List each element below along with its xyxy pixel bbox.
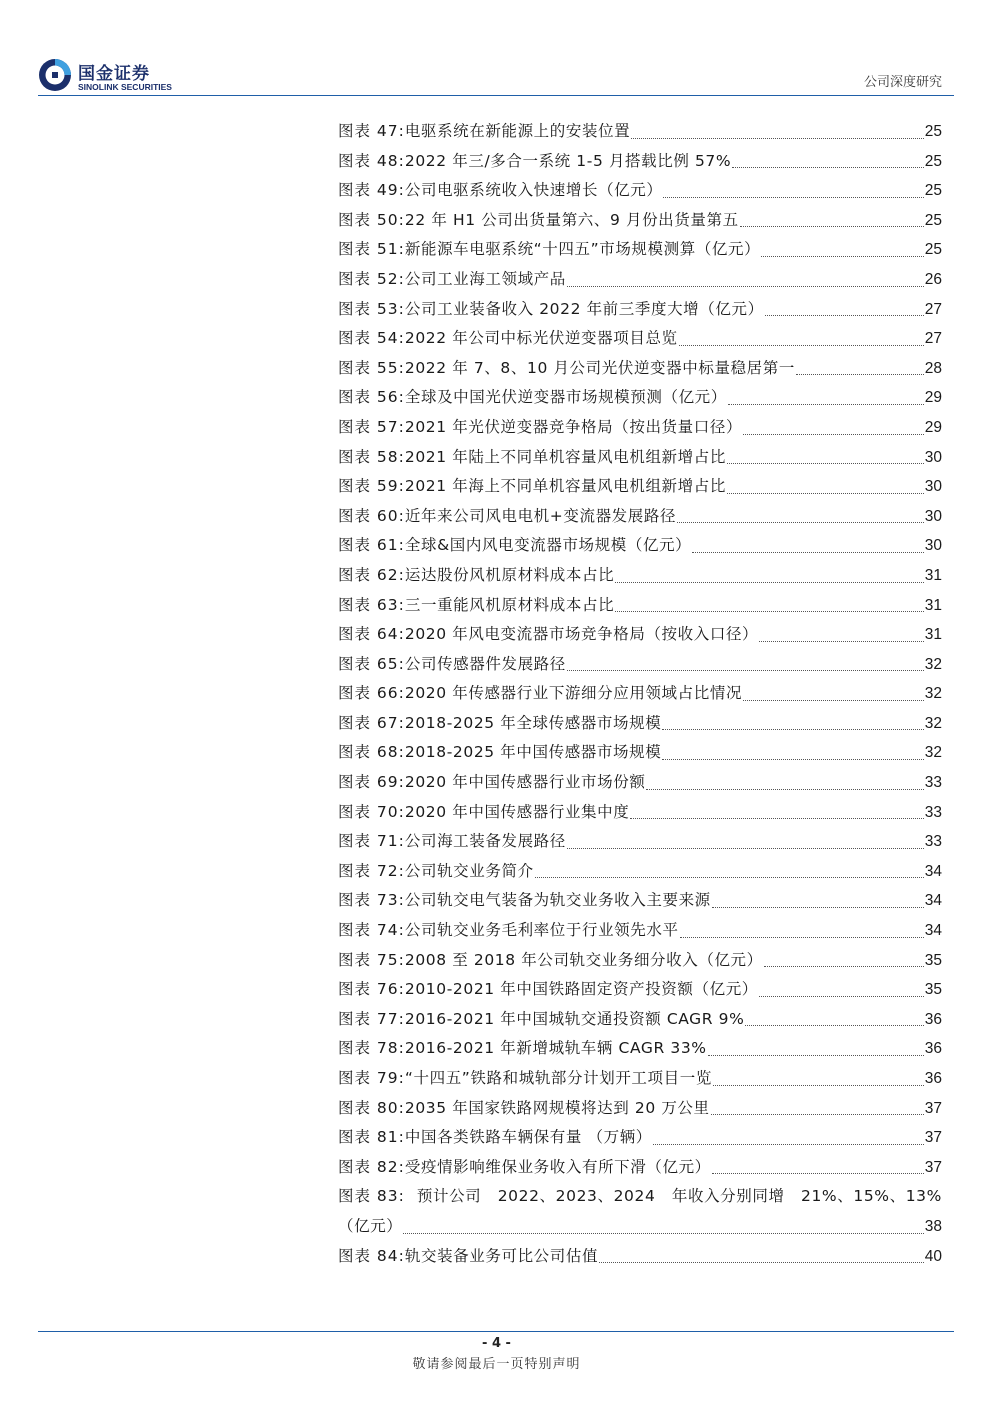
toc-entry[interactable]: [338, 295, 942, 325]
toc-entry-label: 图表 49:: [338, 181, 405, 200]
toc-entry-page: 28: [924, 359, 942, 377]
toc-entry-label: 图表 66:: [338, 684, 405, 703]
toc-entry[interactable]: [338, 176, 942, 206]
toc-leader-dots: [599, 1244, 924, 1263]
toc-entry-title: 2022 年公司中标光伏逆变器项目总览: [404, 329, 678, 348]
toc-leader-dots: [712, 1155, 924, 1174]
toc-entry-label: 图表 76:: [338, 980, 405, 999]
toc-leader-dots: [662, 741, 923, 760]
toc-leader-dots: [663, 179, 923, 198]
toc-entry-label: 图表 55:: [338, 358, 405, 377]
toc-entry-label: 图表 67:: [338, 713, 405, 732]
toc-entry-title: 运达股份风机原材料成本占比: [404, 565, 615, 584]
toc-entry-title-part: 2022、2023、2024: [497, 1187, 656, 1206]
toc-entry-title: 22 年 H1 公司出货量第六、9 月份出货量第五: [404, 210, 739, 229]
toc-entry-page: 38: [924, 1217, 942, 1235]
toc-entry-title: 2020 年风电变流器市场竞争格局（按收入口径）: [404, 625, 759, 644]
toc-entry-label: 图表 78:: [338, 1039, 405, 1058]
toc-entry-page: 32: [924, 744, 942, 762]
toc-entry-page: 30: [924, 478, 942, 496]
toc-entry-title: 新能源车电驱系统“十四五”市场规模测算（亿元）: [404, 240, 761, 259]
toc-entry[interactable]: [338, 768, 942, 798]
toc-entry-title: 公司工业海工领域产品: [404, 269, 566, 288]
toc-entry-label: 图表 69:: [338, 773, 405, 792]
toc-leader-dots: [727, 445, 924, 464]
toc-entry[interactable]: [338, 857, 942, 887]
toc-entry-page: 36: [924, 1040, 942, 1058]
toc-leader-dots: [728, 386, 924, 405]
toc-entry-title: 2020 年中国传感器行业市场份额: [404, 773, 646, 792]
toc-entry-title: 2035 年国家铁路网规模将达到 20 万公里: [404, 1098, 710, 1117]
toc-entry[interactable]: [338, 916, 942, 946]
toc-entry-label: 图表 68:: [338, 743, 405, 762]
toc-entry-page: 25: [924, 241, 942, 259]
toc-entry[interactable]: [338, 265, 942, 295]
toc-entry-page: 35: [924, 951, 942, 969]
toc-entry[interactable]: [338, 709, 942, 739]
toc-leader-dots: [615, 564, 924, 583]
toc-entry-title: 公司传感器件发展路径: [404, 654, 566, 673]
toc-entry-page: 34: [924, 892, 942, 910]
toc-entry-page: 27: [924, 330, 942, 348]
toc-entry-label: 图表 81:: [338, 1128, 405, 1147]
logo-english-text: SINOLINK SECURITIES: [78, 82, 172, 92]
page-number: - 4 -: [482, 1336, 511, 1351]
toc-entry-page: 34: [924, 862, 942, 880]
toc-entry-page: 31: [924, 566, 942, 584]
toc-entry-label: 图表 82:: [338, 1157, 405, 1176]
toc-leader-dots: [692, 534, 923, 553]
footer-divider: [38, 1331, 954, 1332]
toc-entry[interactable]: [338, 1242, 942, 1272]
toc-entry[interactable]: [338, 1153, 942, 1183]
toc-entry[interactable]: [338, 827, 942, 857]
toc-entry-label: 图表 62:: [338, 565, 405, 584]
toc-entry-title: 公司轨交电气装备为轨交业务收入主要来源: [404, 891, 711, 910]
toc-entry[interactable]: [338, 1005, 942, 1035]
toc-entry-continuation[interactable]: [338, 1212, 942, 1242]
toc-entry-label: 图表 79:: [338, 1069, 405, 1087]
toc-entry-page: 25: [924, 211, 942, 229]
report-type: 公司深度研究: [863, 75, 942, 90]
toc-entry[interactable]: [338, 1064, 942, 1094]
toc-entry-page: 36: [924, 1070, 942, 1087]
toc-entry-title: 电驱系统在新能源上的安装位置: [404, 122, 631, 140]
toc-entry-title: 全球&国内风电变流器市场规模（亿元）: [404, 536, 692, 555]
toc-entry-title: 公司电驱系统收入快速增长（亿元）: [404, 181, 663, 200]
toc-leader-dots: [567, 268, 924, 287]
toc-entry-title: 全球及中国光伏逆变器市场规模预测（亿元）: [404, 388, 727, 407]
toc-leader-dots: [740, 208, 924, 227]
toc-entry[interactable]: [338, 946, 942, 976]
toc-leader-dots: [567, 830, 924, 849]
toc-entry-label: 图表 60:: [338, 506, 405, 525]
toc-entry-page: 36: [924, 1010, 942, 1028]
toc-leader-dots: [713, 1067, 924, 1086]
toc-entry[interactable]: [338, 886, 942, 916]
toc-entry[interactable]: [338, 502, 942, 532]
toc-entry-title: 公司海工装备发展路径: [404, 832, 566, 851]
toc-leader-dots: [761, 238, 924, 257]
toc-leader-dots: [679, 327, 924, 346]
toc-entry[interactable]: [338, 354, 942, 384]
toc-entry-title: 中国各类铁路车辆保有量 （万辆）: [404, 1128, 652, 1147]
toc-leader-dots: [711, 1096, 924, 1115]
toc-leader-dots: [535, 859, 924, 878]
toc-entry-page: 25: [924, 123, 942, 140]
toc-entry-label: 图表 73:: [338, 891, 405, 910]
toc-entry-title: 2018-2025 年全球传感器市场规模: [404, 713, 662, 732]
toc-entry-label: 图表 54:: [338, 329, 405, 348]
toc-entry-page: 31: [924, 596, 942, 614]
toc-entry-page: 31: [924, 626, 942, 644]
toc-entry-label: 图表 47:: [338, 122, 405, 140]
toc-entry-title: 2010-2021 年中国铁路固定资产投资额（亿元）: [404, 980, 758, 999]
toc-entry-label: 图表 72:: [338, 861, 405, 880]
toc-entry[interactable]: [338, 206, 942, 236]
toc-entry-title: 2021 年陆上不同单机容量风电机组新增占比: [404, 447, 726, 466]
toc-entry-page: 33: [924, 774, 942, 792]
toc-leader-dots: [403, 1215, 923, 1234]
toc-entry[interactable]: [338, 1123, 942, 1153]
toc-entry-page: 33: [924, 833, 942, 851]
toc-entry-title: 2020 年传感器行业下游细分应用领域占比情况: [404, 684, 743, 703]
toc-entry-title: 受疫情影响维保业务收入有所下滑（亿元）: [404, 1157, 711, 1176]
toc-leader-dots: [653, 1126, 924, 1145]
toc-entry-label: 图表 64:: [338, 625, 405, 644]
toc-entry-label: 图表 63:: [338, 595, 405, 614]
toc-entry-page: 33: [924, 803, 942, 821]
toc-entry-label: 图表 61:: [338, 536, 405, 555]
toc-entry-label: 图表 52:: [338, 269, 405, 288]
toc-entry-title: 2016-2021 年中国城轨交通投资额 CAGR 9%: [404, 1009, 745, 1028]
toc-entry-title: 2020 年中国传感器行业集中度: [404, 802, 630, 821]
toc-entry[interactable]: [338, 975, 942, 1005]
toc-entry[interactable]: [338, 650, 942, 680]
toc-entry[interactable]: [338, 383, 942, 413]
toc-entry-label: 图表 56:: [338, 388, 405, 407]
toc-entry-label: 图表 57:: [338, 417, 405, 436]
toc-entry-label: 图表 65:: [338, 654, 405, 673]
toc-entry-label: 图表 71:: [338, 832, 405, 851]
toc-leader-dots: [745, 1007, 923, 1026]
toc-entry-label: 图表 80:: [338, 1098, 405, 1117]
toc-entry-title: 三一重能风机原材料成本占比: [404, 595, 615, 614]
figure-index-list: [338, 117, 942, 1271]
toc-entry-page: 26: [924, 270, 942, 288]
toc-entry-page: 32: [924, 685, 942, 703]
toc-entry-label: 图表 84:: [338, 1246, 405, 1265]
toc-entry-title: 2022 年三/多合一系统 1-5 月搭载比例 57%: [404, 151, 732, 170]
toc-entry-page: 37: [924, 1158, 942, 1176]
toc-leader-dots: [743, 416, 924, 435]
toc-leader-dots: [631, 120, 923, 139]
toc-entry-page: 32: [924, 714, 942, 732]
toc-entry[interactable]: [338, 1182, 942, 1212]
toc-entry-label: 图表 58:: [338, 447, 405, 466]
toc-entry-page: 30: [924, 507, 942, 525]
toc-leader-dots: [732, 149, 924, 168]
disclaimer-text: 敬请参阅最后一页特别声明: [412, 1357, 581, 1372]
toc-leader-dots: [615, 593, 924, 612]
toc-entry-page: 34: [924, 922, 942, 940]
toc-leader-dots: [743, 682, 924, 701]
toc-entry[interactable]: [338, 117, 942, 147]
toc-leader-dots: [567, 652, 924, 671]
toc-entry-title: 2016-2021 年新增城轨车辆 CAGR 33%: [404, 1039, 707, 1058]
toc-entry-label: 图表 77:: [338, 1009, 405, 1028]
sinolink-logo-icon: [38, 58, 72, 92]
toc-entry-title: 2021 年光伏逆变器竞争格局（按出货量口径）: [404, 417, 743, 436]
header-divider: [38, 95, 954, 96]
toc-entry-label: 图表 53:: [338, 299, 405, 318]
toc-entry-title: 轨交装备业务可比公司估值: [404, 1246, 599, 1265]
toc-leader-dots: [646, 771, 923, 790]
toc-entry[interactable]: [338, 1034, 942, 1064]
toc-entry[interactable]: [338, 324, 942, 354]
toc-entry-title: [417, 1182, 942, 1212]
toc-entry[interactable]: [338, 679, 942, 709]
toc-entry-page: 27: [924, 300, 942, 318]
toc-leader-dots: [662, 711, 923, 730]
toc-entry-page: 37: [924, 1099, 942, 1117]
toc-leader-dots: [759, 623, 924, 642]
toc-entry-title: 2021 年海上不同单机容量风电机组新增占比: [404, 477, 726, 496]
toc-leader-dots: [680, 919, 924, 938]
toc-entry[interactable]: [338, 620, 942, 650]
toc-entry-title-part: 预计公司: [416, 1187, 482, 1206]
toc-entry-page: 32: [924, 655, 942, 673]
toc-entry[interactable]: [338, 591, 942, 621]
logo-chinese-text: 国金证券: [78, 64, 150, 84]
toc-entry-page: 37: [924, 1129, 942, 1147]
toc-entry-label: 图表 59:: [338, 477, 405, 496]
toc-entry-label: 图表 83:: [338, 1187, 405, 1206]
toc-entry-page: 30: [924, 537, 942, 555]
toc-leader-dots: [796, 356, 924, 375]
toc-entry-page: 29: [924, 389, 942, 407]
toc-leader-dots: [764, 948, 924, 967]
toc-entry[interactable]: [338, 472, 942, 502]
toc-leader-dots: [677, 504, 924, 523]
toc-entry-page: 35: [924, 981, 942, 999]
toc-entry-label: 图表 50:: [338, 210, 405, 229]
toc-entry-title: 近年来公司风电电机+变流器发展路径: [404, 506, 677, 525]
toc-entry[interactable]: [338, 1094, 942, 1124]
toc-entry-title: 公司轨交业务毛利率位于行业领先水平: [404, 921, 679, 940]
toc-entry[interactable]: [338, 413, 942, 443]
toc-entry[interactable]: [338, 147, 942, 177]
toc-entry-title: 2008 至 2018 年公司轨交业务细分收入（亿元）: [404, 950, 763, 969]
toc-entry[interactable]: [338, 561, 942, 591]
toc-entry-label: 图表 74:: [338, 921, 405, 940]
page-header: [38, 54, 954, 98]
toc-entry-title: 2022 年 7、8、10 月公司光伏逆变器中标量稳居第一: [404, 358, 795, 377]
toc-leader-dots: [630, 800, 923, 819]
toc-entry-title: 2018-2025 年中国传感器市场规模: [404, 743, 662, 762]
toc-leader-dots: [765, 297, 924, 316]
toc-entry-title: 公司轨交业务简介: [404, 861, 534, 880]
toc-entry[interactable]: [338, 443, 942, 473]
toc-entry-page: 40: [924, 1247, 942, 1265]
toc-leader-dots: [712, 889, 924, 908]
toc-entry[interactable]: [338, 531, 942, 561]
toc-entry-label: 图表 51:: [338, 240, 405, 259]
toc-entry[interactable]: [338, 798, 942, 828]
toc-entry-title-part: 21%、15%、13%: [801, 1187, 942, 1206]
toc-entry-title: 公司工业装备收入 2022 年前三季度大增（亿元）: [404, 299, 764, 318]
toc-entry-page: 30: [924, 448, 942, 466]
toc-entry-title-continuation: （亿元）: [338, 1216, 403, 1235]
toc-leader-dots: [708, 1037, 924, 1056]
toc-entry-label: 图表 48:: [338, 151, 405, 170]
toc-entry-label: 图表 70:: [338, 802, 405, 821]
toc-leader-dots: [727, 475, 924, 494]
toc-entry-page: 25: [924, 152, 942, 170]
toc-leader-dots: [759, 978, 924, 997]
toc-entry-page: 25: [924, 182, 942, 200]
toc-entry-page: 29: [924, 418, 942, 436]
toc-entry[interactable]: [338, 235, 942, 265]
toc-entry-title: “十四五”铁路和城轨部分计划开工项目一览: [404, 1069, 712, 1087]
toc-entry-label: 图表 75:: [338, 950, 405, 969]
toc-entry[interactable]: [338, 738, 942, 768]
toc-entry-title-part: 年收入分别同增: [671, 1187, 785, 1206]
